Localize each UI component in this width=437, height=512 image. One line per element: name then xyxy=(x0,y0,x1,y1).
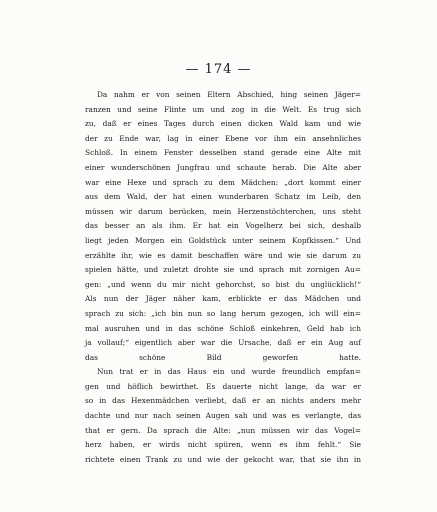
text-line: aus dem Wald, der hat einen wunderbaren Schatz im Leib, den xyxy=(85,192,361,202)
text-line: das besser an als ihm. Er hat ein Vogelherz bei sich, deshalb xyxy=(85,221,361,231)
text-line: that er gern. Da sprach die Alte: „nun müssen wir das Vogel= xyxy=(85,425,361,435)
text-line: Nun trat er in das Haus ein und wurde freundlich empfan= xyxy=(97,367,361,377)
text-line: erzählte ihr, wie es damit beschaffen wäre und wie sie darum zu xyxy=(85,250,361,260)
text-line: das schöne Bild geworfen hatte. xyxy=(85,352,361,362)
text-line: der zu Ende war, lag in einer Ebene vor ihm ein ansehnliches xyxy=(85,133,361,143)
text-line: dachte und nur nach seinen Augen sah und was es verlangte, das xyxy=(85,411,361,421)
text-line: Als nun der Jäger näher kam, erblickte er das Mädchen und xyxy=(85,294,361,304)
text-line: richtete einen Trank zu und wie der gekocht war, that sie ihn in xyxy=(85,454,361,464)
text-line: spielen hätte, und zuletzt drohte sie und sprach mit zornigen Au= xyxy=(85,265,361,275)
page-number: — 174 — xyxy=(185,62,252,77)
text-line: Schloß. In einem Fenster desselben stand gerade eine Alte mit xyxy=(85,148,361,158)
text-line: ranzen und seine Flinte um und zog in die Welt. Es trug sich xyxy=(85,104,361,114)
text-line: zu, daß er eines Tages durch einen dicken Wald kam und wie xyxy=(85,119,361,129)
text-line: liegt jeden Morgen ein Goldstück unter seinem Kopfkissen.“ Und xyxy=(85,235,361,245)
text-line: Da nahm er von seinen Eltern Abschied, hing seinen Jäger= xyxy=(97,90,361,99)
text-line: herz haben, er wirds nicht spüren, wenn es ihm fehlt.“ Sie xyxy=(85,440,361,450)
text-line: einer wunderschönen Jungfrau und schaute herab. Die Alte aber xyxy=(85,162,361,172)
text-line: müssen wir darum berücken, mein Herzenstöchterchen, uns steht xyxy=(85,206,361,216)
text-line: war eine Hexe und sprach zu dem Mädchen: „dort kommt einer xyxy=(85,177,361,187)
text-line: sprach zu sich: „ich bin nun so lang herum gezogen, ich will ein= xyxy=(85,308,361,318)
text-line: gen: „und wenn du mir nicht gehorchst, so bist du unglücklich!“ xyxy=(85,279,361,289)
body-text xyxy=(85,88,361,467)
text-line: mal ausruhen und in das schöne Schloß einkehren, Geld hab ich xyxy=(85,323,361,333)
text-line: so in das Hexenmädchen verliebt, daß er an nichts anders mehr xyxy=(85,396,361,406)
text-line: gen und höflich bewirthet. Es dauerte nicht lange, da war er xyxy=(85,381,361,391)
text-line: ja vollauf;“ eigentlich aber war die Ursache, daß er ein Aug auf xyxy=(85,338,361,348)
